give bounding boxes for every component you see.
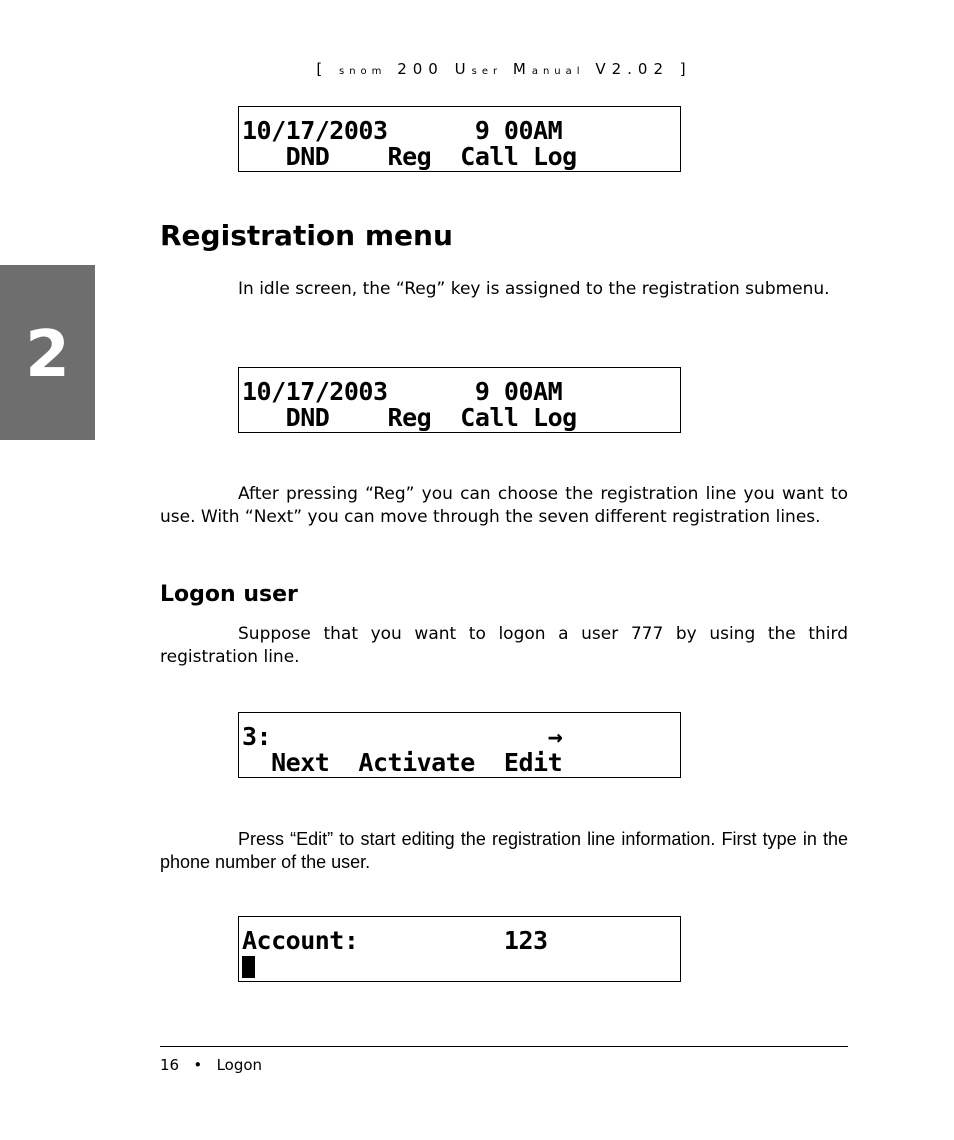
chapter-tab — [0, 265, 95, 440]
lcd-line-1: 10/17/2003 9 00AM — [242, 116, 563, 145]
lcd-registration-line-screen — [238, 712, 681, 778]
lcd-line-2: Next Activate Edit — [242, 748, 563, 777]
subsection-heading: Logon user — [160, 582, 298, 607]
paragraph-2: After pressing “Reg” you can choose the registration line you want to use. With “Next” you can move through the seven different registration lines. — [160, 484, 848, 527]
section-heading: Registration menu — [160, 219, 453, 252]
paragraph-3: Suppose that you want to logon a user 777 by using the third registration line. — [160, 624, 848, 667]
header-version: V2.02 — [595, 60, 669, 78]
chapter-number: 2 — [25, 318, 70, 392]
lcd-idle-screen-2 — [238, 367, 681, 433]
text-cursor — [242, 956, 255, 978]
lcd-cursor-line — [242, 956, 255, 982]
running-header — [160, 60, 848, 78]
header-bracket-open: [ — [316, 60, 329, 78]
lcd-line-2: DND Reg Call Log — [242, 403, 577, 432]
lcd-idle-screen-1 — [238, 106, 681, 172]
lcd-account-screen — [238, 916, 681, 982]
lcd-line-1: Account: 123 — [242, 926, 548, 955]
page-number: 16 — [160, 1056, 180, 1074]
footer-separator: • — [193, 1056, 203, 1074]
paragraph-1: In idle screen, the “Reg” key is assigned to the registration submenu. — [238, 279, 830, 299]
header-user-initial: U — [454, 60, 472, 78]
header-user-rest: ser — [471, 66, 503, 77]
lcd-line-2: DND Reg Call Log — [242, 142, 577, 171]
lcd-line-1: 10/17/2003 9 00AM — [242, 377, 563, 406]
header-brand: snom — [339, 66, 387, 77]
header-model: 200 — [397, 60, 444, 78]
lcd-line-1: 3: → — [242, 722, 563, 751]
header-bracket-close: ] — [679, 60, 692, 78]
header-manual-initial: M — [512, 60, 532, 78]
header-manual-rest: anual — [531, 66, 585, 77]
paragraph-4: Press “Edit” to start editing the registration line information. First type in the phone number of the user. — [160, 829, 848, 872]
footer-rule — [160, 1046, 848, 1047]
footer — [160, 1056, 262, 1074]
footer-section: Logon — [216, 1056, 263, 1074]
